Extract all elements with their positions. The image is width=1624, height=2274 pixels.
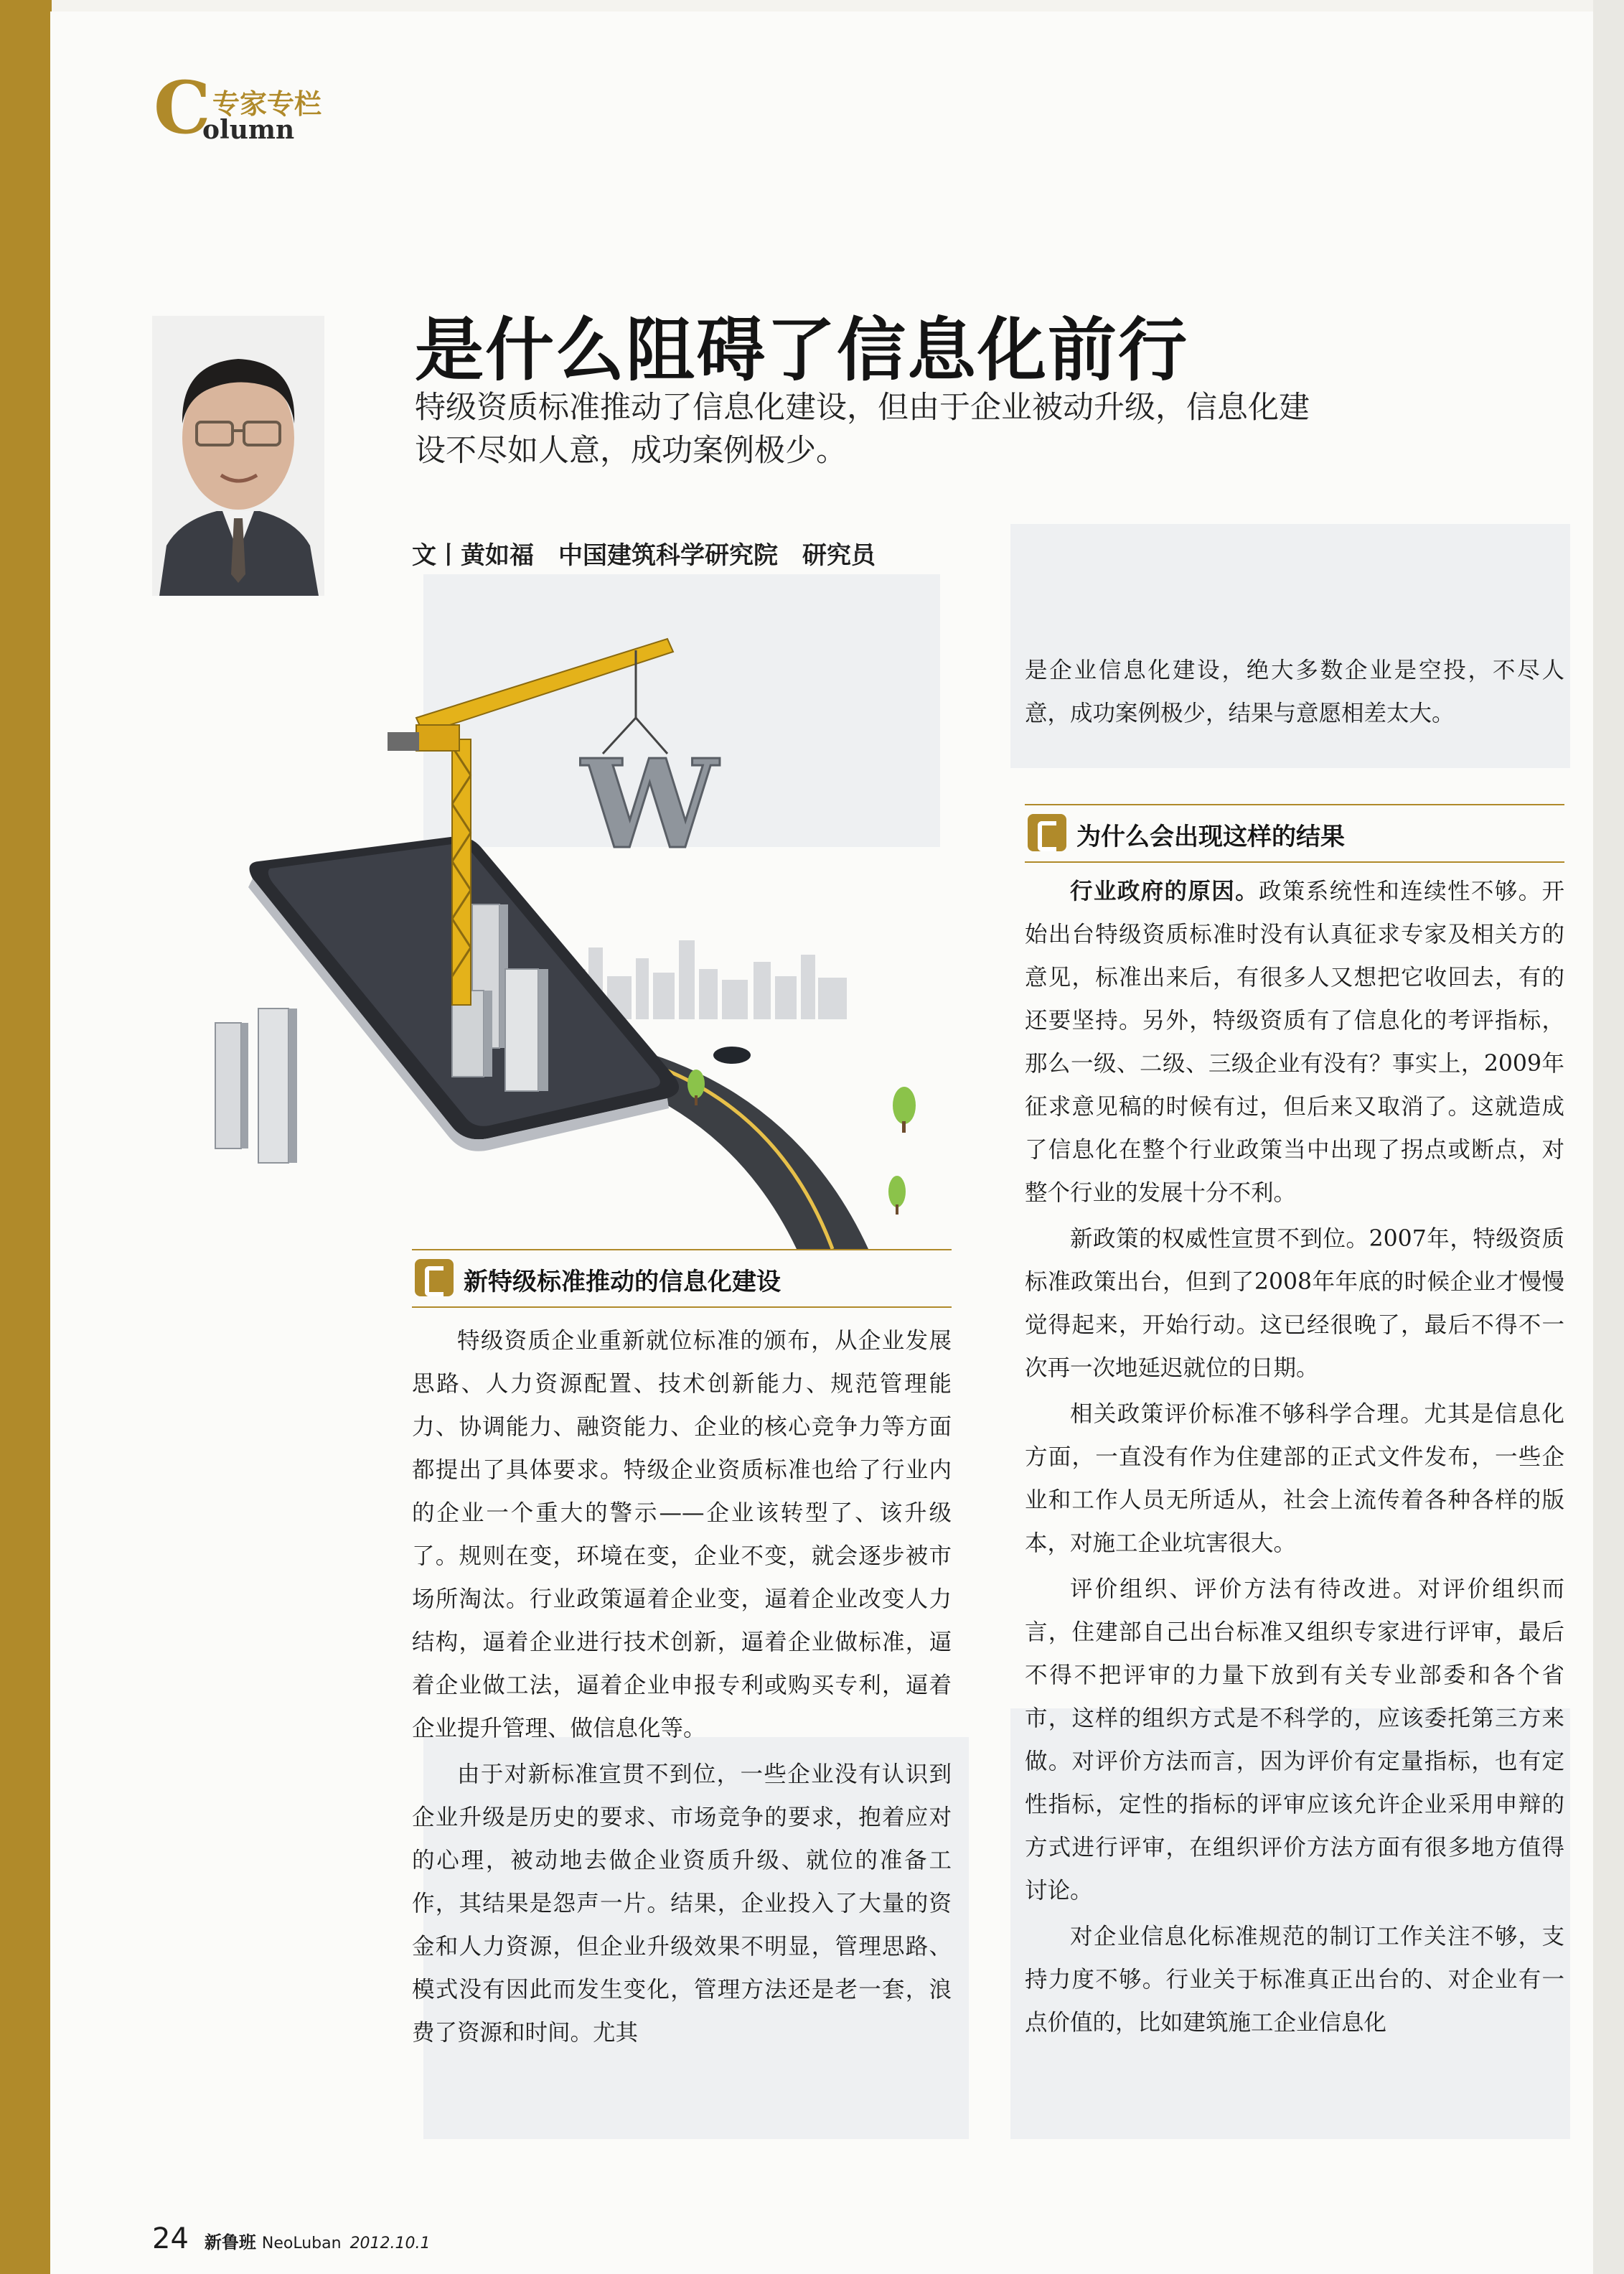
right-column-text [1025,870,1564,2044]
column-logo [154,65,340,151]
section-marker-icon [415,1259,454,1296]
paragraph: 新政策的权威性宣贯不到位。2007年，特级资质标准政策出台，但到了2008年年底的时候企业才慢慢觉得起来，开始行动。这已经很晚了，最后不得不一次再一次地延迟就位的日期。 [1025,1226,1564,1381]
paragraph: 相关政策评价标准不够科学合理。尤其是信息化方面，一直没有作为住建部的正式文件发布，一些企业和工作人员无所适从，社会上流传着各种各样的版本，对施工企业坑害很大。 [1025,1401,1564,1556]
paragraph: 对企业信息化标准规范的制订工作关注不够，支持力度不够。行业关于标准真正出台的、对企业有一点价值的，比如建筑施工企业信息化 [1025,1924,1564,2036]
column-logo-letter: C [154,65,211,150]
left-column-text [412,1319,952,2054]
article-title: 是什么阻碍了信息化前行 [415,310,1188,390]
column-name: 专家专栏 [212,88,322,120]
car [713,1047,751,1064]
paragraph: 由于对新标准宣贯不到位，一些企业没有认识到企业升级是历史的要求、市场竞争的要求，抱着应对的心理，被动地去做企业资质升级、就位的准备工作，其结果是怨声一片。结果，企业投入了大量的资金和人力资源，但企业升级效果不明显，管理思路、模式没有因此而发生变化，管理方法还是老一套，浪费了资源和时间。尤其 [412,1761,952,2046]
right-column-intro [1025,649,1564,735]
section-header-right [1025,804,1564,863]
article-subtitle: 特级资质标准推动了信息化建设，但由于企业被动升级，信息化建设不尽如人意，成功案例极少。 [415,390,1310,469]
page-number: 24 [152,2222,189,2255]
section-title: 为什么会出现这样的结果 [1076,823,1345,851]
issue-date: 2012.10.1 [349,2235,431,2252]
page-footer [152,2222,431,2255]
page-edge [1593,0,1624,2274]
paragraph: 特级资质企业重新就位标准的颁布，从企业发展思路、人力资源配置、技术创新能力、规范管理能力、协调能力、融资能力、企业的核心竞争力等方面都提出了具体要求。特级企业资质标准也给了行业内的企业一个重大的警示——企业该转型了、该升级了。规则在变，环境在变，企业不变，就会逐步被市场所淘汰。行业政策逼着企业变，逼着企业改变人力结构，逼着企业进行技术创新，逼着企业做标准，逼着企业做工法，逼着企业申报专利或购买专利，逼着企业提升管理、做信息化等。 [412,1328,952,1741]
section-header-left [412,1249,952,1308]
paragraph: 是企业信息化建设，绝大多数企业是空投，不尽人意，成功案例极少，结果与意愿相差太大。 [1025,658,1564,726]
binding-spine [0,0,52,2274]
standalone-buildings [215,1009,297,1163]
crane-phone-illustration [151,632,947,1249]
column-name-en: olumn [202,115,295,145]
magazine-name: 新鲁班 [204,2232,256,2252]
paragraph: 评价组织、评价方法有待改进。对评价组织而言，住建部自己出台标准又组织专家进行评审，最后不得不把评审的力量下放到有关专业部委和各个省市，这样的组织方式是不科学的，应该委托第三方来做。对评价方法而言，因为评价有定量指标，也有定性指标，定性的指标的评审应该允许企业采用申辩的方式进行评审，在组织评价方法方面有很多地方值得讨论。 [1025,1576,1564,1904]
magazine-brand: NeoLuban [261,2235,342,2252]
paragraph [1025,870,1564,1215]
paragraph-body: 政策系统性和连续性不够。开始出台特级资质标准时没有认真征求专家及相关方的意见，标准出来后，有很多人又想把它收回去，有的还要坚持。另外，特级资质有了信息化的考评指标，那么一级、二级、三级企业有没有？事实上，2009年征求意见稿的时候有过，但后来又取消了。这就造成了信息化在整个行业政策当中出现了拐点或断点，对整个行业的发展十分不利。 [1025,879,1564,1206]
paragraph-lead: 行业政府的原因。 [1070,878,1259,904]
section-marker-icon [1028,814,1066,851]
article-byline: 文丨黄如福 中国建筑科学研究院 研究员 [412,541,876,570]
lifted-letter: W [581,733,718,876]
author-portrait [152,316,324,596]
section-title: 新特级标准推动的信息化建设 [464,1268,781,1296]
